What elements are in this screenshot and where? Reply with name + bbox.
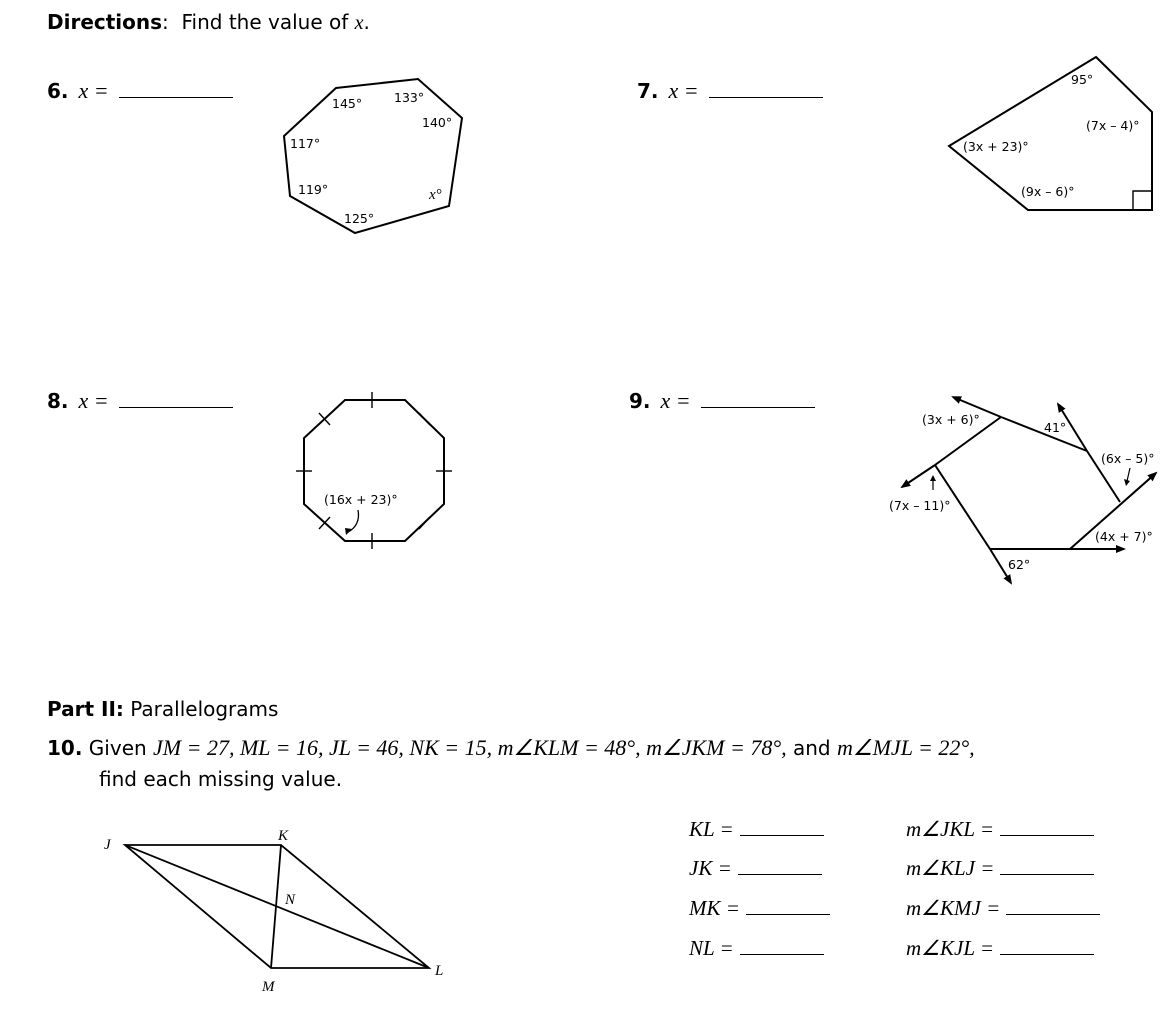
- directions-label: Directions: [47, 10, 163, 34]
- answer-kl: [689, 817, 824, 842]
- question-prompt: x =: [78, 78, 109, 103]
- angle-label: 125°: [344, 211, 375, 226]
- answer-blank[interactable]: [701, 389, 815, 408]
- figure-8-octagon: [290, 390, 460, 550]
- question-prompt: x =: [668, 78, 699, 103]
- answer-m-kmj: [906, 896, 1100, 921]
- answer-blank[interactable]: [119, 79, 233, 98]
- angle-label: 95°: [1071, 72, 1094, 87]
- angle-label: 41°: [1044, 420, 1067, 435]
- question-number: 10.: [47, 736, 83, 760]
- answer-label: NL =: [689, 936, 734, 960]
- angle-label: 145°: [332, 96, 363, 111]
- figure-9-hexagon-exterior: [880, 385, 1170, 590]
- given-word: Given: [88, 736, 147, 760]
- question-number: 8.: [47, 389, 69, 413]
- question-9: [629, 388, 815, 414]
- answer-label: KL =: [689, 817, 734, 841]
- diagonal-jl: [125, 845, 429, 968]
- question-number: 9.: [629, 389, 651, 413]
- answer-blank[interactable]: [1006, 896, 1100, 915]
- instruction-text: find each missing value.: [99, 767, 343, 791]
- answer-label: JK =: [689, 856, 732, 880]
- angle-label: 62°: [1008, 557, 1031, 572]
- angle-label: 119°: [298, 182, 329, 197]
- angle-label: (6x – 5)°: [1101, 451, 1155, 466]
- vertex-label-m: M: [262, 979, 275, 995]
- directions-text: Find the value of: [181, 10, 349, 34]
- answer-blank[interactable]: [709, 79, 823, 98]
- question-10-line-2: [99, 767, 342, 791]
- question-number: 6.: [47, 79, 69, 103]
- directions-var: x: [354, 12, 364, 34]
- angle-label: (4x + 7)°: [1095, 529, 1153, 544]
- answer-label: m∠JKL =: [906, 817, 995, 841]
- figure-6-heptagon: [270, 70, 480, 245]
- arrowhead: [345, 528, 352, 535]
- answer-m-klj: [906, 856, 1094, 881]
- directions: Directions: Find the value of x.: [47, 10, 370, 34]
- congruence-ticks: [296, 392, 452, 549]
- heptagon-shape: [284, 79, 462, 233]
- answer-m-jkl: [906, 817, 1094, 842]
- angle-label: 140°: [422, 115, 453, 130]
- diagonal-km: [271, 845, 281, 968]
- vertex-label-n: N: [285, 892, 296, 908]
- part-2-heading: [47, 697, 278, 721]
- answer-blank[interactable]: [1000, 856, 1094, 875]
- question-7: [637, 78, 823, 104]
- answer-blank[interactable]: [1000, 936, 1094, 955]
- answer-label: MK =: [689, 896, 740, 920]
- angle-label: 133°: [394, 90, 425, 105]
- part-label: Part II:: [47, 697, 124, 721]
- answer-blank[interactable]: [746, 896, 830, 915]
- answer-blank[interactable]: [738, 856, 822, 875]
- answer-label: m∠KJL =: [906, 936, 995, 960]
- angle-label-x: x°: [429, 187, 442, 203]
- right-angle-mark: [1133, 191, 1152, 210]
- answer-mk: [689, 896, 830, 921]
- vertex-label-j: J: [104, 837, 111, 853]
- answer-label: m∠KLJ =: [906, 856, 995, 880]
- question-prompt: x =: [78, 388, 109, 413]
- and-word: and: [793, 736, 831, 760]
- given-last-value: m∠MJL = 22°,: [837, 735, 975, 760]
- answer-blank[interactable]: [740, 936, 824, 955]
- answer-blank[interactable]: [119, 389, 233, 408]
- answer-nl: [689, 936, 824, 961]
- arrowhead: [1124, 479, 1130, 486]
- part-title: Parallelograms: [130, 697, 279, 721]
- vertex-label-k: K: [278, 828, 289, 844]
- parallelogram-sides: [125, 845, 429, 968]
- angle-label: (3x + 6)°: [922, 412, 980, 427]
- answer-blank[interactable]: [740, 817, 824, 836]
- angle-label: 117°: [290, 136, 321, 151]
- given-values: JM = 27, ML = 16, JL = 46, NK = 15, m∠KLM = 48°, m∠JKM = 78°,: [153, 735, 787, 760]
- directions-end: .: [363, 10, 370, 34]
- question-prompt: x =: [660, 388, 691, 413]
- figure-10-parallelogram: [95, 820, 465, 1000]
- angle-label: (16x + 23)°: [324, 492, 398, 507]
- angle-label: (3x + 23)°: [963, 139, 1029, 154]
- angle-label: (7x – 11)°: [889, 498, 951, 513]
- angle-label: (9x – 6)°: [1021, 184, 1075, 199]
- figure-7-pentagon: [940, 50, 1160, 220]
- question-6: [47, 78, 233, 104]
- answer-blank[interactable]: [1000, 817, 1094, 836]
- vertex-label-l: L: [435, 963, 444, 979]
- question-number: 7.: [637, 79, 659, 103]
- question-10-line-1: [47, 735, 975, 761]
- angle-label: (7x – 4)°: [1086, 118, 1140, 133]
- arrowhead: [930, 475, 936, 481]
- octagon-shape: [304, 400, 444, 541]
- question-8: [47, 388, 233, 414]
- answer-m-kjl: [906, 936, 1094, 961]
- answer-jk: [689, 856, 822, 881]
- answer-label: m∠KMJ =: [906, 896, 1001, 920]
